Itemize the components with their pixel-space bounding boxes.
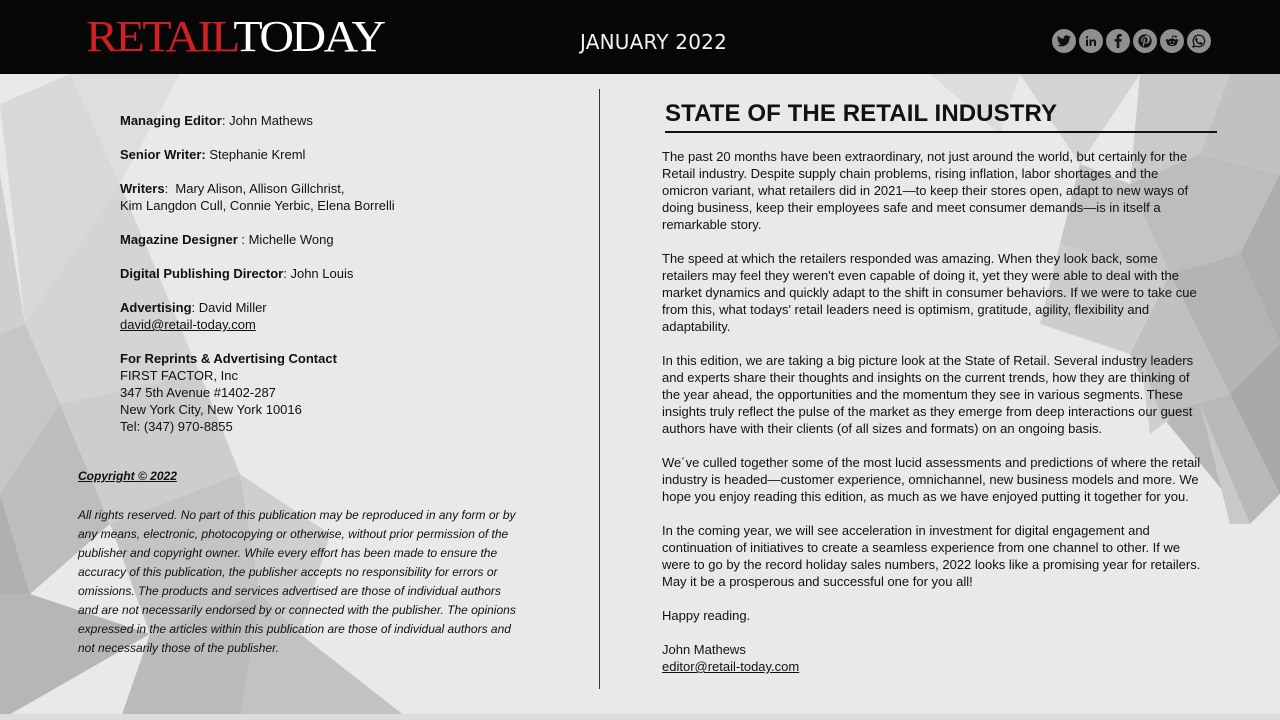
senior-writer-name: Stephanie Kreml (205, 147, 306, 162)
page-content (0, 74, 1280, 720)
linkedin-icon[interactable] (1079, 29, 1103, 53)
share-icons (1052, 29, 1211, 53)
logo-retail: RETAIL (86, 12, 234, 62)
advertising-name: : David Miller (191, 300, 267, 315)
writers-label: Writers (120, 181, 165, 196)
managing-editor (120, 112, 580, 129)
reprints-address-line1: 347 5th Avenue #1402-287 (120, 385, 276, 400)
managing-editor-label: Managing Editor (120, 113, 222, 128)
managing-editor-name: : John Mathews (221, 113, 313, 128)
advertising-email-link[interactable]: david@retail-today.com (120, 317, 256, 332)
reprints-company: FIRST FACTOR, Inc (120, 368, 238, 383)
magazine-designer (120, 231, 580, 248)
digital-publishing-director (120, 265, 580, 282)
advertising (120, 299, 580, 333)
article-paragraph: We´ve culled together some of the most lucid assessments and predictions of where the retail industry is headed—customer experience, omnichannel, new business models and more. We hope you enjoy reading this edition, as much as we have enjoyed putting it together for you. (662, 455, 1201, 504)
reprints-phone: Tel: (347) 970-8855 (120, 419, 233, 434)
twitter-icon[interactable] (1052, 29, 1076, 53)
article-paragraph: In the coming year, we will see acceleration in investment for digital engagement and continuation of initiatives to create a seamless experience from one channel to other. If we were to go by the record holiday sales numbers, 2022 looks like a promising year for retailers. May it be a prosperous and successful one for you all! (662, 523, 1201, 589)
issue-date: JANUARY 2022 (580, 30, 727, 54)
masthead (120, 112, 580, 452)
signature-name: John Mathews (662, 642, 746, 657)
senior-writer-label: Senior Writer: (120, 147, 206, 162)
editor-letter (662, 148, 1207, 675)
pinterest-icon[interactable] (1133, 29, 1157, 53)
designer-name: : Michelle Wong (237, 232, 334, 247)
article-paragraph: The past 20 months have been extraordinary, not just around the world, but certainly for the Retail industry. Despite supply chain problems, rising inflation, labor shortages and the omicron variant, what retailers did in 2021—to keep their stores open, adapt to new ways of doing business, keep their employees safe and meet consumer demands—is in itself a remarkable story. (662, 149, 1189, 232)
writers-names-line2: Kim Langdon Cull, Connie Yerbic, Elena Borrelli (120, 198, 395, 213)
column-divider (599, 89, 600, 689)
article-paragraph: The speed at which the retailers responded was amazing. When they look back, some retailers may feel they weren't even capable of doing it, yet they were able to deal with the market dynamics and quickly adapt to the shift in consumer behaviors. If we were to take cue from this, what todays' retail leaders need is optimism, gratitude, agility, flexibility and adaptability. (662, 251, 1197, 334)
copyright-heading: Copyright © 2022 (78, 469, 177, 483)
reddit-icon[interactable] (1160, 29, 1184, 53)
article-paragraph: In this edition, we are taking a big picture look at the State of Retail. Several industry leaders and experts share their thoughts and insights on the current trends, how they are thinking of the year ahead, the opportunities and the momentum they see in various segments. These insights truly reflect the pulse of the market as they emerge from deep interactions our guest authors have with their clients (of all sizes and formats) on an ongoing basis. (662, 353, 1194, 436)
editor-email-link[interactable]: editor@retail-today.com (662, 659, 800, 674)
digital-label: Digital Publishing Director (120, 266, 284, 281)
digital-name: : John Louis (283, 266, 354, 281)
logo-today: TODAY (233, 12, 384, 62)
writers-names-line1: : Mary Alison, Allison Gillchrist, (164, 181, 345, 196)
article-title: STATE OF THE RETAIL INDUSTRY (665, 100, 1217, 133)
whatsapp-icon[interactable] (1187, 29, 1211, 53)
reprints-address-line2: New York City, New York 10016 (120, 402, 302, 417)
article-paragraph: Happy reading. (662, 608, 751, 623)
retail-today-logo[interactable] (86, 12, 384, 62)
copyright-notice: All rights reserved. No part of this publication may be reproduced in any form or by any means, electronic, photocopying or otherwise, without prior permission of the publisher and copyright owner. While every effort has been made to ensure the accuracy of this publication, the publisher accepts no responsibility for errors or omissions. The products and services advertised are those of individual authors and are not necessarily endorsed by or connected with the publisher. The opinions expressed in the articles within this publication are those of individual authors and not necessarily those of the publisher. (78, 508, 516, 655)
advertising-label: Advertising (120, 300, 192, 315)
writers (120, 180, 580, 214)
reprints-label: For Reprints & Advertising Contact (120, 351, 337, 366)
reprints-contact (120, 350, 580, 435)
senior-writer (120, 146, 580, 163)
top-bar (0, 0, 1280, 74)
designer-label: Magazine Designer (120, 232, 238, 247)
facebook-icon[interactable] (1106, 29, 1130, 53)
signature (662, 641, 1207, 675)
